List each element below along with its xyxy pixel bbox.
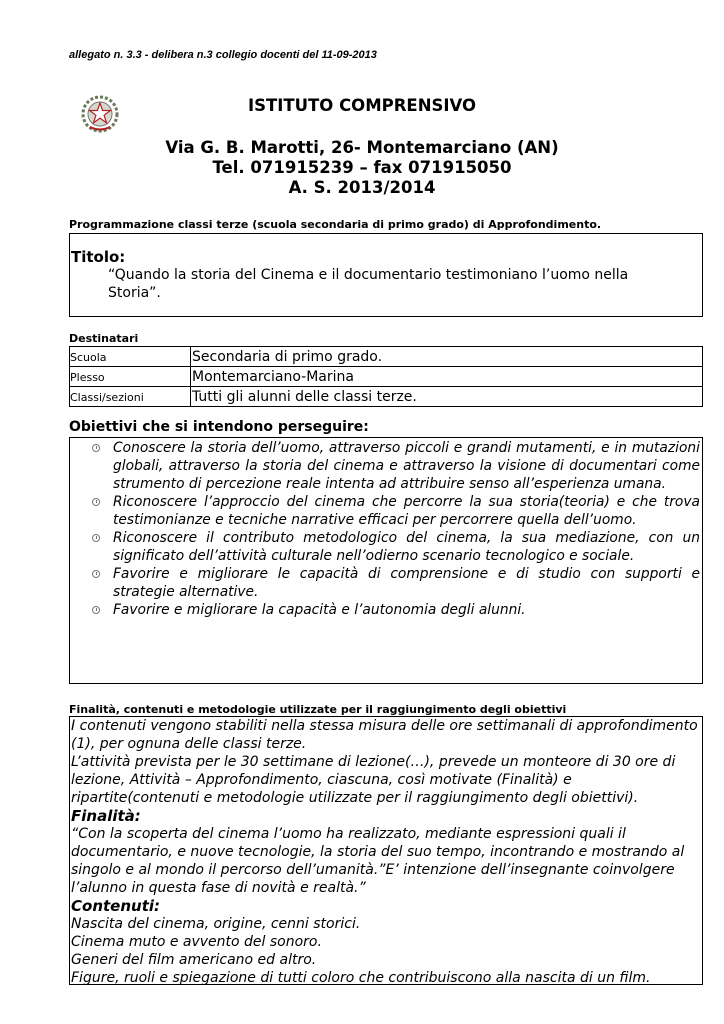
- title-text: “Quando la storia del Cinema e il documentario testimoniano l’uomo nella Storia”.: [108, 267, 629, 301]
- finalita-intro-2: L’attività prevista per le 30 settimane di lezione(…), prevede un monteore di 30 ore di lezione, Attività – Approfondimento, ciascuna, così motivate (Finalità) e ripartite(contenuti e metodologie utilizzate per il raggiungimento degli obiettivi).: [71, 754, 676, 806]
- row-value: Tutti gli alunni delle classi terze.: [191, 387, 703, 407]
- allegato-note: allegato n. 3.3 - delibera n.3 collegio docenti del 11-09-2013: [69, 49, 377, 61]
- row-value: Montemarciano-Marina: [191, 367, 703, 387]
- institute-address: Via G. B. Marotti, 26- Montemarciano (AN): [165, 138, 559, 157]
- finalita-intro: I contenuti vengono stabiliti nella stessa misura delle ore settimanali di approfondimento (1), per ognuna delle classi terze.: [71, 718, 698, 752]
- list-item: [90, 529, 700, 565]
- finalita-heading: Finalità, contenuti e metodologie utilizzate per il raggiungimento degli obiettivi: [69, 703, 567, 716]
- clock-bullet-icon: [92, 534, 100, 542]
- institute-name: ISTITUTO COMPRENSIVO: [247, 96, 477, 115]
- row-value: Secondaria di primo grado.: [191, 347, 703, 367]
- clock-bullet-icon: [92, 570, 100, 578]
- obiettivi-box: [69, 437, 703, 684]
- contenuti-item: Nascita del cinema, origine, cenni storici.: [71, 916, 361, 932]
- row-label: Plesso: [70, 367, 191, 387]
- clock-bullet-icon: [92, 498, 100, 506]
- contenuti-item: Figure, ruoli e spiegazione di tutti coloro che contribuiscono alla nascita di un film.: [71, 970, 651, 986]
- table-row: [70, 387, 703, 407]
- list-item-text: Favorire e migliorare le capacità di comprensione e di studio con supporti e strategie alternative.: [113, 566, 700, 600]
- clock-bullet-icon: [92, 606, 100, 614]
- title-box: [69, 233, 703, 317]
- destinatari-heading: Destinatari: [69, 332, 139, 345]
- title-label: Titolo:: [71, 248, 126, 266]
- row-label: Classi/sezioni: [70, 387, 191, 407]
- obiettivi-heading: Obiettivi che si intendono perseguire:: [69, 419, 369, 435]
- list-item-text: Favorire e migliorare la capacità e l’autonomia degli alunni.: [113, 602, 526, 618]
- list-item-text: Conoscere la storia dell’uomo, attraverso piccoli e grandi mutamenti, e in mutazioni globali, attraverso la storia del cinema e attraverso la visione di documentari come strumento di percezione reale intenta ad attribuire senso all’esperienza umana.: [113, 440, 700, 492]
- finalita-box: [69, 716, 703, 985]
- list-item: [90, 565, 700, 601]
- contenuti-label: Contenuti:: [71, 897, 161, 915]
- list-item-text: Riconoscere l’approccio del cinema che percorre la sua storia(teoria) e che trova testimonianze e tecniche narrative efficaci per percorrere quella dell’uomo.: [113, 494, 700, 528]
- list-item: [90, 493, 700, 529]
- school-year: A. S. 2013/2014: [288, 178, 436, 197]
- contenuti-item: Cinema muto e avvento del sonoro.: [71, 934, 322, 950]
- list-item: [90, 601, 700, 619]
- row-label: Scuola: [70, 347, 191, 367]
- list-item-text: Riconoscere il contributo metodologico del cinema, la sua mediazione, con un significato dell’attività culturale nell’odierno scenario tecnologico e sociale.: [113, 530, 700, 564]
- table-row: [70, 347, 703, 367]
- institute-phone: Tel. 071915239 – fax 071915050: [212, 158, 512, 177]
- destinatari-table: [69, 346, 703, 407]
- finalita-label: Finalità:: [71, 807, 141, 825]
- contenuti-item: Generi del film americano ed altro.: [71, 952, 317, 968]
- table-row: [70, 367, 703, 387]
- program-heading: Programmazione classi terze (scuola secondaria di primo grado) di Approfondimento.: [69, 218, 602, 231]
- clock-bullet-icon: [92, 444, 100, 452]
- finalita-text: “Con la scoperta del cinema l’uomo ha realizzato, mediante espressioni quali il documentario, e nuove tecnologie, la storia del suo tempo, incontrando e mostrando al singolo e al mondo il percorso dell’umanità.”E’ intenzione dell’insegnante coinvolgere l’alunno in questa fase di novità e realtà.”: [71, 826, 685, 896]
- list-item: [90, 439, 700, 493]
